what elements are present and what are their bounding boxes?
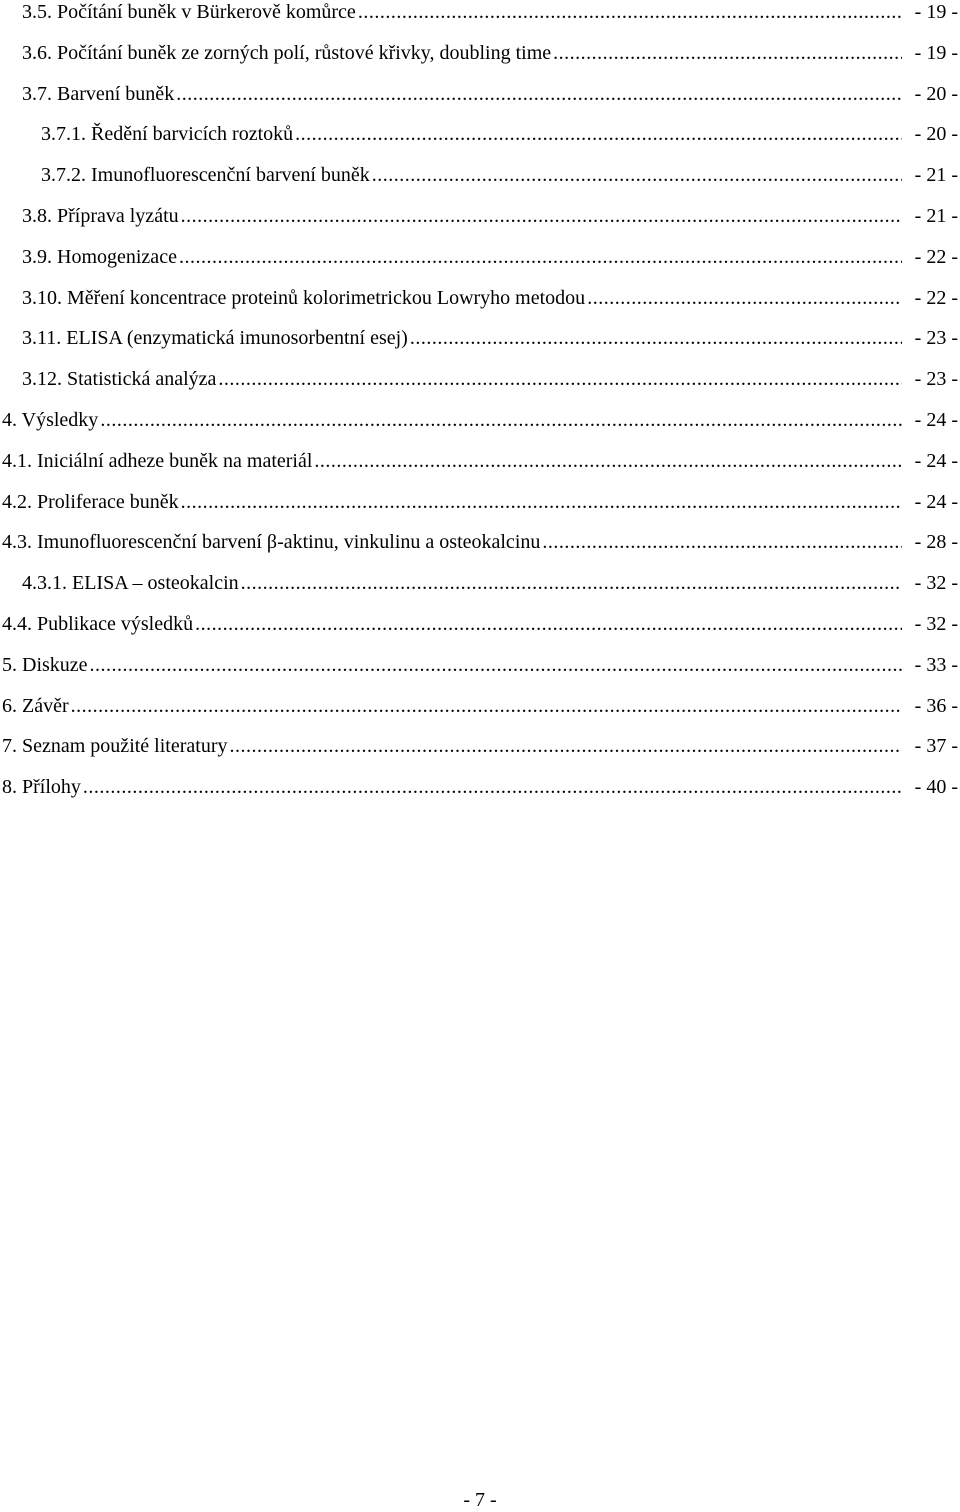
toc-entry-title: 3.12. Statistická analýza — [22, 368, 217, 391]
toc-dot-leader — [181, 196, 902, 237]
toc-dot-leader — [372, 155, 902, 196]
toc-entry-page: - 36 - — [914, 694, 958, 717]
toc-dot-leader — [195, 604, 902, 645]
toc-entry-page: - 33 - — [914, 653, 958, 676]
toc-entry-title: 4.3.1. ELISA – osteokalcin — [22, 572, 239, 595]
toc-entry-title: 8. Přílohy — [2, 776, 81, 799]
toc-entry-title: 7. Seznam použité literatury — [2, 735, 228, 758]
toc-entry-title: 3.10. Měření koncentrace proteinů kolorimetrickou Lowryho metodou — [22, 286, 586, 309]
toc-entry[interactable] — [0, 318, 960, 359]
toc-entry-page: - 32 - — [914, 572, 958, 595]
toc-entry-title: 3.7.1. Ředění barvicích roztoků — [41, 123, 294, 146]
toc-dot-leader — [241, 563, 902, 604]
toc-entry-page: - 24 - — [914, 408, 958, 431]
toc-entry-page: - 21 - — [914, 164, 958, 187]
toc-entry[interactable] — [0, 359, 960, 400]
toc-entry-page: - 40 - — [914, 776, 958, 799]
toc-dot-leader — [218, 359, 902, 400]
toc-entry-page: - 22 - — [914, 245, 958, 268]
toc-entry-page: - 19 - — [914, 1, 958, 23]
toc-entry[interactable] — [0, 278, 960, 319]
toc-entry[interactable] — [0, 196, 960, 237]
toc-entry-title: 3.6. Počítání buněk ze zorných polí, růstové křivky, doubling time — [22, 41, 552, 64]
toc-dot-leader — [314, 441, 902, 482]
toc-entry-page: - 21 - — [914, 204, 958, 227]
toc-dot-leader — [553, 33, 902, 74]
toc-entry[interactable] — [0, 237, 960, 278]
toc-entry-title: 3.7.2. Imunofluorescenční barvení buněk — [41, 164, 370, 187]
toc-entry[interactable] — [0, 155, 960, 196]
toc-entry-title: 3.11. ELISA (enzymatická imunosorbentní esej) — [22, 327, 408, 350]
toc-dot-leader — [100, 400, 902, 441]
toc-entry-title: 4.3. Imunofluorescenční barvení β-aktinu, vinkulinu a osteokalcinu — [2, 531, 541, 554]
toc-entry-page: - 28 - — [914, 531, 958, 554]
toc-entry-page: - 20 - — [914, 123, 958, 146]
toc-dot-leader — [176, 74, 902, 115]
toc-entry-page: - 32 - — [914, 612, 958, 635]
toc-entry-title: 3.9. Homogenizace — [22, 245, 177, 268]
toc-entry[interactable] — [0, 441, 960, 482]
toc-entry[interactable] — [0, 400, 960, 441]
toc-entry-title: 4.4. Publikace výsledků — [2, 612, 194, 635]
toc-dot-leader — [90, 645, 902, 686]
toc-entry-title: 5. Diskuze — [2, 653, 88, 676]
toc-entry-page: - 22 - — [914, 286, 958, 309]
toc-entry-title: 4.1. Iniciální adheze buněk na materiál — [2, 449, 313, 472]
toc-entry[interactable] — [0, 522, 960, 563]
toc-dot-leader — [542, 522, 902, 563]
toc-entry-page: - 23 - — [914, 327, 958, 350]
toc-entry[interactable] — [0, 726, 960, 767]
toc-dot-leader — [83, 767, 902, 808]
toc-entry-title: 6. Závěr — [2, 694, 69, 717]
toc-dot-leader — [358, 0, 902, 33]
toc-entry-page: - 19 - — [914, 41, 958, 64]
toc-entry[interactable] — [0, 114, 960, 155]
toc-entry[interactable] — [0, 604, 960, 645]
toc-entry-page: - 37 - — [914, 735, 958, 758]
toc-entry-page: - 24 - — [914, 490, 958, 513]
toc-dot-leader — [179, 237, 902, 278]
toc-entry[interactable] — [0, 74, 960, 115]
toc-entry[interactable] — [0, 645, 960, 686]
toc-entry-title: 3.5. Počítání buněk v Bürkerově komůrce — [22, 1, 356, 23]
toc-dot-leader — [295, 114, 902, 155]
toc-dot-leader — [229, 726, 902, 767]
toc-entry-page: - 24 - — [914, 449, 958, 472]
toc-entry-title: 4. Výsledky — [2, 408, 99, 431]
toc-entry[interactable] — [0, 33, 960, 74]
toc-entry[interactable] — [0, 482, 960, 523]
toc-entry[interactable] — [0, 0, 960, 33]
toc-dot-leader — [410, 318, 902, 359]
toc-entry-title: 4.2. Proliferace buněk — [2, 490, 179, 513]
toc-dot-leader — [587, 278, 902, 319]
toc-entry[interactable] — [0, 563, 960, 604]
page-number: - 7 - — [463, 1489, 497, 1511]
toc-dot-leader — [71, 686, 902, 727]
toc-entry[interactable] — [0, 686, 960, 727]
toc-entry-page: - 23 - — [914, 368, 958, 391]
toc-entry-title: 3.8. Příprava lyzátu — [22, 204, 179, 227]
toc-entry[interactable] — [0, 767, 960, 808]
toc-entry-page: - 20 - — [914, 82, 958, 105]
toc-dot-leader — [181, 482, 902, 523]
toc-entry-title: 3.7. Barvení buněk — [22, 82, 175, 105]
